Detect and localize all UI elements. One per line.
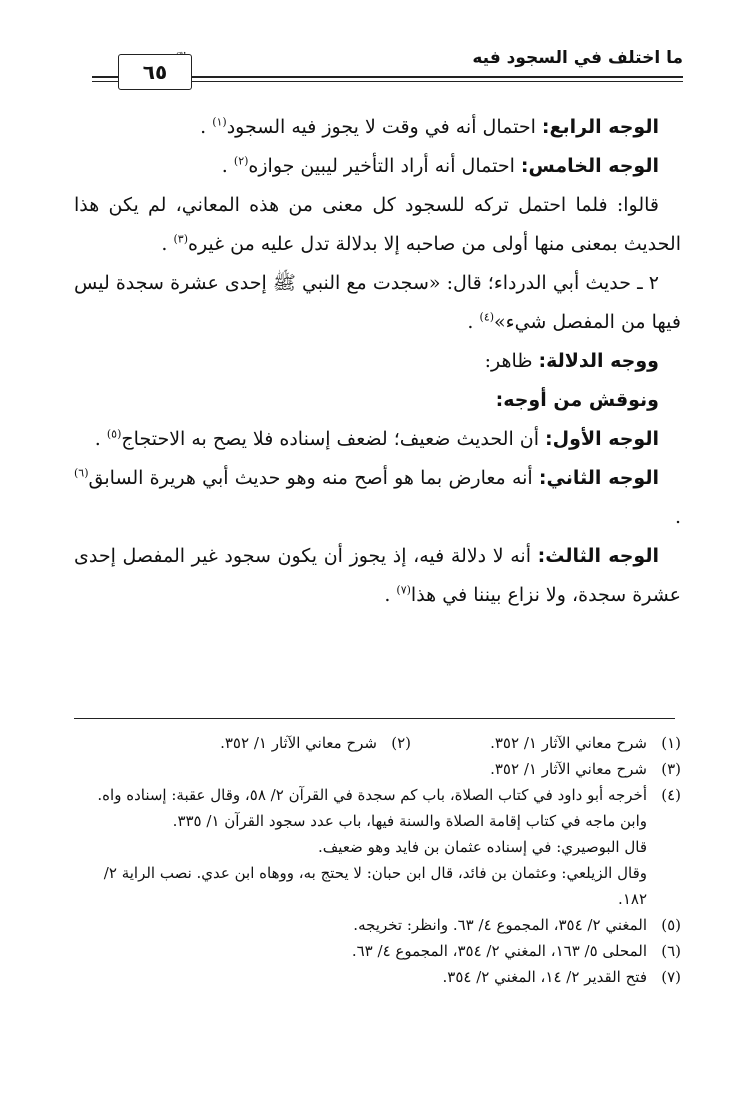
aspect-text: احتمال أنه في وقت لا يجوز فيه السجود — [226, 116, 542, 138]
footnote-ref: (١) — [212, 115, 227, 129]
period: . — [674, 506, 681, 528]
footnote-ref: (٢) — [233, 154, 249, 168]
footnote-4 — [74, 782, 681, 808]
footnote-text: فتح القدير ٢/ ١٤، المغني ٢/ ٣٥٤. — [442, 968, 647, 986]
period: . — [161, 233, 168, 255]
paragraph-text: ظاهر: — [484, 350, 539, 372]
footnote-6 — [74, 938, 681, 964]
period: . — [384, 584, 391, 606]
aspect-text: أن الحديث ضعيف؛ لضعف إسناده فلا يصح به الاحتجاج — [121, 428, 546, 450]
aspect-label: الوجه الثاني: — [538, 467, 659, 489]
footnote-text: المغني ٢/ ٣٥٤، المجموع ٤/ ٦٣. وانظر: تخريجه. — [353, 916, 647, 934]
section-label: ونوقش من أوجه: — [495, 389, 659, 411]
footnote-ref: (٦) — [74, 466, 89, 480]
paragraph-fifth-aspect — [74, 147, 681, 186]
aspect-text: احتمال أنه أراد التأخير ليبين جوازه — [248, 155, 521, 177]
paragraph-second-aspect — [74, 459, 681, 537]
footnote-ref: (٤) — [479, 310, 495, 324]
footnote-4-continuation: قال البوصيري: في إسناده عثمان بن فايد وهو ضعيف. — [318, 838, 647, 856]
footnote-ref: (٥) — [106, 427, 122, 441]
footnote-7 — [74, 964, 681, 990]
footnote-number: (٦) — [661, 942, 681, 960]
footnote-text: شرح معاني الآثار ١/ ٣٥٢. — [490, 760, 647, 778]
footnote-ref: (٣) — [173, 232, 188, 246]
footnote-text: المحلى ٥/ ١٦٣، المغني ٢/ ٣٥٤، المجموع ٤/ ٦٣. — [351, 942, 647, 960]
paragraph-fourth-aspect — [74, 108, 681, 147]
paragraph-first-aspect — [74, 420, 681, 459]
running-title: ما اختلف في السجود فيه — [472, 48, 683, 68]
paragraph-third-aspect — [74, 537, 681, 615]
paragraph-discussion-heading — [74, 381, 681, 420]
footnote-3 — [74, 756, 681, 782]
period: . — [94, 428, 101, 450]
period: . — [200, 116, 207, 138]
paragraph-they-said — [74, 186, 681, 264]
footnote-text: شرح معاني الآثار ١/ ٣٥٢. — [220, 734, 377, 752]
footnotes — [74, 730, 681, 990]
footnote-number: (١) — [661, 734, 681, 752]
footnote-number: (٥) — [661, 916, 681, 934]
footnote-1 — [411, 730, 681, 756]
aspect-label: الوجه الخامس: — [520, 155, 659, 177]
aspect-label: الوجه الثالث: — [537, 545, 659, 567]
aspect-label: الوجه الرابع: — [541, 116, 659, 138]
footnote-text: أخرجه أبو داود في كتاب الصلاة، باب كم سجدة في القرآن ٢/ ٥٨، وقال عقبة: إسناده واه. — [97, 786, 647, 804]
paragraph-hadith-abu-darda — [74, 264, 681, 342]
aspect-text: أنه معارض بما هو أصح منه وهو حديث أبي هريرة السابق — [88, 467, 539, 489]
footnote-2 — [141, 730, 411, 756]
footnote-number: (٤) — [661, 786, 681, 804]
footnote-separator — [74, 718, 675, 719]
paragraph-text: ٢ ـ حديث أبي الدرداء؛ قال: «سجدت مع النبي ﷺ إحدى عشرة سجدة ليس فيها من المفصل شيء» — [74, 272, 681, 333]
footnote-row — [74, 730, 681, 756]
paragraph-evidence — [74, 342, 681, 381]
footnote-4-continuation: وابن ماجه في كتاب إقامة الصلاة والسنة فيها، باب عدد سجود القرآن ١/ ٣٣٥. — [172, 812, 647, 830]
paragraph-text: قالوا: فلما احتمل تركه للسجود كل معنى من هذه المعاني، لم يكن هذا الحديث بمعنى منها أولى من صاحبه إلا بدلالة تدل عليه من غيره — [74, 194, 681, 255]
footnote-4-continuation: وقال الزيلعي: وعثمان بن فائد، قال ابن حبان: لا يحتج به، ووهاه ابن عدي. نصب الراية ٢/ ١٨٢. — [103, 864, 647, 908]
period: . — [221, 155, 228, 177]
aspect-text: أنه لا دلالة فيه، إذ يجوز أن يكون سجود غير المفصل إحدى عشرة سجدة، ولا نزاع بيننا في هذا — [74, 545, 681, 606]
footnote-number: (٧) — [661, 968, 681, 986]
footnote-5 — [74, 912, 681, 938]
section-label: ووجه الدلالة: — [538, 350, 659, 372]
footnote-text: شرح معاني الآثار ١/ ٣٥٢. — [490, 734, 647, 752]
main-text — [74, 108, 681, 615]
footnote-number: (٢) — [391, 734, 411, 752]
page-number: ٦٥ — [118, 54, 192, 90]
footnote-number: (٣) — [661, 760, 681, 778]
period: . — [467, 311, 474, 333]
aspect-label: الوجه الأول: — [545, 428, 659, 450]
footnote-ref: (٧) — [396, 583, 411, 597]
